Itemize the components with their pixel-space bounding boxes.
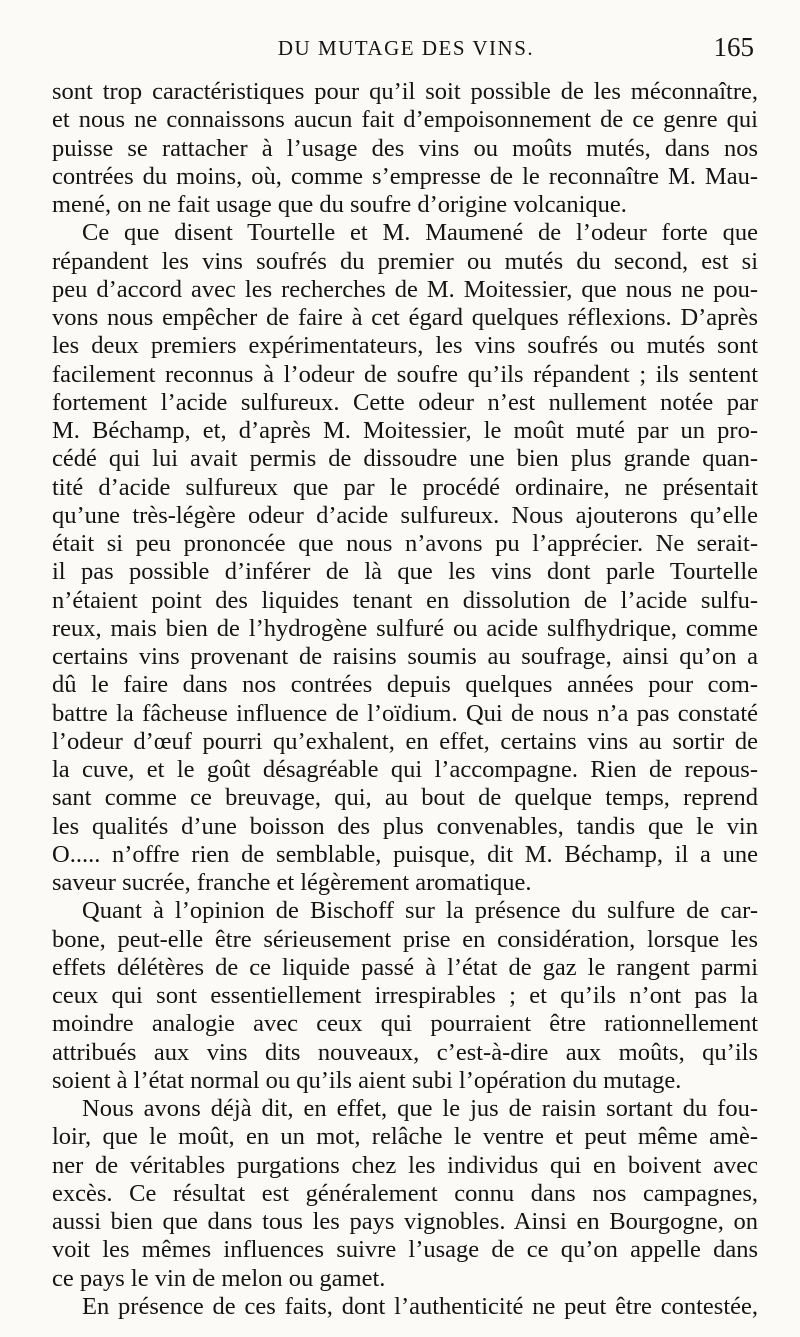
- text-line: soient à l’état normal ou qu’ils aient subi l’opération du mutage.: [52, 1066, 682, 1094]
- text-line: moindre analogie avec ceux qui pourraient être rationnellement: [52, 1010, 758, 1038]
- text-line: ce pays le vin de melon ou gamet.: [52, 1264, 386, 1292]
- text-line: répandent les vins soufrés du premier ou mutés du second, est si: [52, 247, 758, 275]
- text-line: mené, on ne fait usage que du soufre d’origine volcanique.: [52, 191, 627, 218]
- text-line: voit les mêmes influences suivre l’usage de ce qu’on appelle dans: [52, 1236, 758, 1264]
- text-line: peu d’accord avec les recherches de M. Moitessier, que nous ne pou-: [52, 275, 758, 303]
- text-line: excès. Ce résultat est généralement connu dans nos campagnes,: [52, 1179, 758, 1207]
- text-line: attribués aux vins dits nouveaux, c’est-à-dire aux moûts, qu’ils: [52, 1038, 758, 1066]
- text-line: et nous ne connaissons aucun fait d’empoisonnement de ce genre qui: [52, 106, 758, 134]
- text-line: loir, que le moût, en un mot, relâche le ventre et peut même amè-: [52, 1123, 758, 1151]
- text-line: les deux premiers expérimentateurs, les vins soufrés ou mutés sont: [52, 332, 758, 360]
- page-header: [52, 30, 760, 66]
- body-text: [52, 78, 758, 1321]
- text-line: aussi bien que dans tous les pays vignobles. Ainsi en Bourgogne, on: [52, 1208, 758, 1235]
- text-line: la cuve, et le goût désagréable qui l’accompagne. Rien de repous-: [52, 756, 758, 783]
- text-line: M. Béchamp, et, d’après M. Moitessier, le moût muté par un pro-: [52, 417, 758, 444]
- text-line: vons nous empêcher de faire à cet égard quelques réflexions. D’après: [52, 304, 758, 331]
- text-line: Nous avons déjà dit, en effet, que le jus de raisin sortant du fou-: [82, 1095, 758, 1122]
- text-line: dû le faire dans nos contrées depuis quelques années pour com-: [52, 671, 758, 699]
- text-line: sont trop caractéristiques pour qu’il soit possible de les méconnaître,: [52, 78, 758, 105]
- text-line: battre la fâcheuse influence de l’oïdium. Qui de nous n’a pas constaté: [52, 699, 758, 727]
- paragraph: [52, 897, 758, 1095]
- text-line: effets délétères de ce liquide passé à l’état de gaz le rangent parmi: [52, 953, 758, 981]
- text-line: facilement reconnus à l’odeur de soufre qu’ils répandent ; ils sentent: [52, 360, 758, 388]
- text-line: ceux qui sont essentiellement irrespirables ; et qu’ils n’ont pas la: [52, 982, 758, 1009]
- text-line: bone, peut-elle être sérieusement prise en considération, lorsque les: [52, 925, 758, 953]
- paragraph: [52, 219, 758, 897]
- text-line: En présence de ces faits, dont l’authenticité ne peut être contestée,: [82, 1292, 758, 1320]
- text-line: reux, mais bien de l’hydrogène sulfuré ou acide sulfhydrique, comme: [52, 614, 758, 642]
- text-line: O..... n’offre rien de semblable, puisque, dit M. Béchamp, il a une: [52, 840, 758, 868]
- text-line: contrées du moins, où, comme s’empresse de le reconnaître M. Mau-: [52, 162, 758, 190]
- text-line: tité d’acide sulfureux que par le procédé ordinaire, ne présentait: [52, 473, 758, 501]
- text-line: les qualités d’une boisson des plus convenables, tandis que le vin: [52, 812, 758, 840]
- text-line: saveur sucrée, franche et légèrement aromatique.: [52, 869, 532, 896]
- text-line: était si peu prononcée que nous n’avons pu l’apprécier. Ne serait-: [52, 530, 758, 557]
- text-line: l’odeur d’œuf pourri qu’exhalent, en effet, certains vins au sortir de: [52, 727, 758, 755]
- text-line: Ce que disent Tourtelle et M. Maumené de l’odeur forte que: [82, 219, 758, 247]
- text-line: n’étaient point des liquides tenant en dissolution de l’acide sulfu-: [52, 586, 758, 614]
- text-line: cédé qui lui avait permis de dissoudre une bien plus grande quan-: [52, 445, 758, 473]
- text-line: sant comme ce breuvage, qui, au bout de quelque temps, reprend: [52, 784, 758, 812]
- text-line: Quant à l’opinion de Bischoff sur la présence du sulfure de car-: [82, 897, 758, 925]
- paragraph: [52, 1293, 758, 1321]
- paragraph: [52, 78, 758, 219]
- text-line: il pas possible d’inférer de là que les vins dont parle Tourtelle: [52, 558, 758, 586]
- text-line: puisse se rattacher à l’usage des vins ou moûts mutés, dans nos: [52, 134, 758, 162]
- page-number: 165: [713, 32, 754, 62]
- running-title: DU MUTAGE DES VINS.: [277, 36, 535, 60]
- paragraph: [52, 1095, 758, 1293]
- text-line: ner de véritables purgations chez les individus qui en boivent avec: [52, 1151, 758, 1179]
- text-line: fortement l’acide sulfureux. Cette odeur n’est nullement notée par: [52, 388, 758, 416]
- text-line: qu’une très-légère odeur d’acide sulfureux. Nous ajouterons qu’elle: [52, 501, 758, 529]
- text-line: certains vins provenant de raisins soumis au soufrage, ainsi qu’on a: [52, 643, 758, 670]
